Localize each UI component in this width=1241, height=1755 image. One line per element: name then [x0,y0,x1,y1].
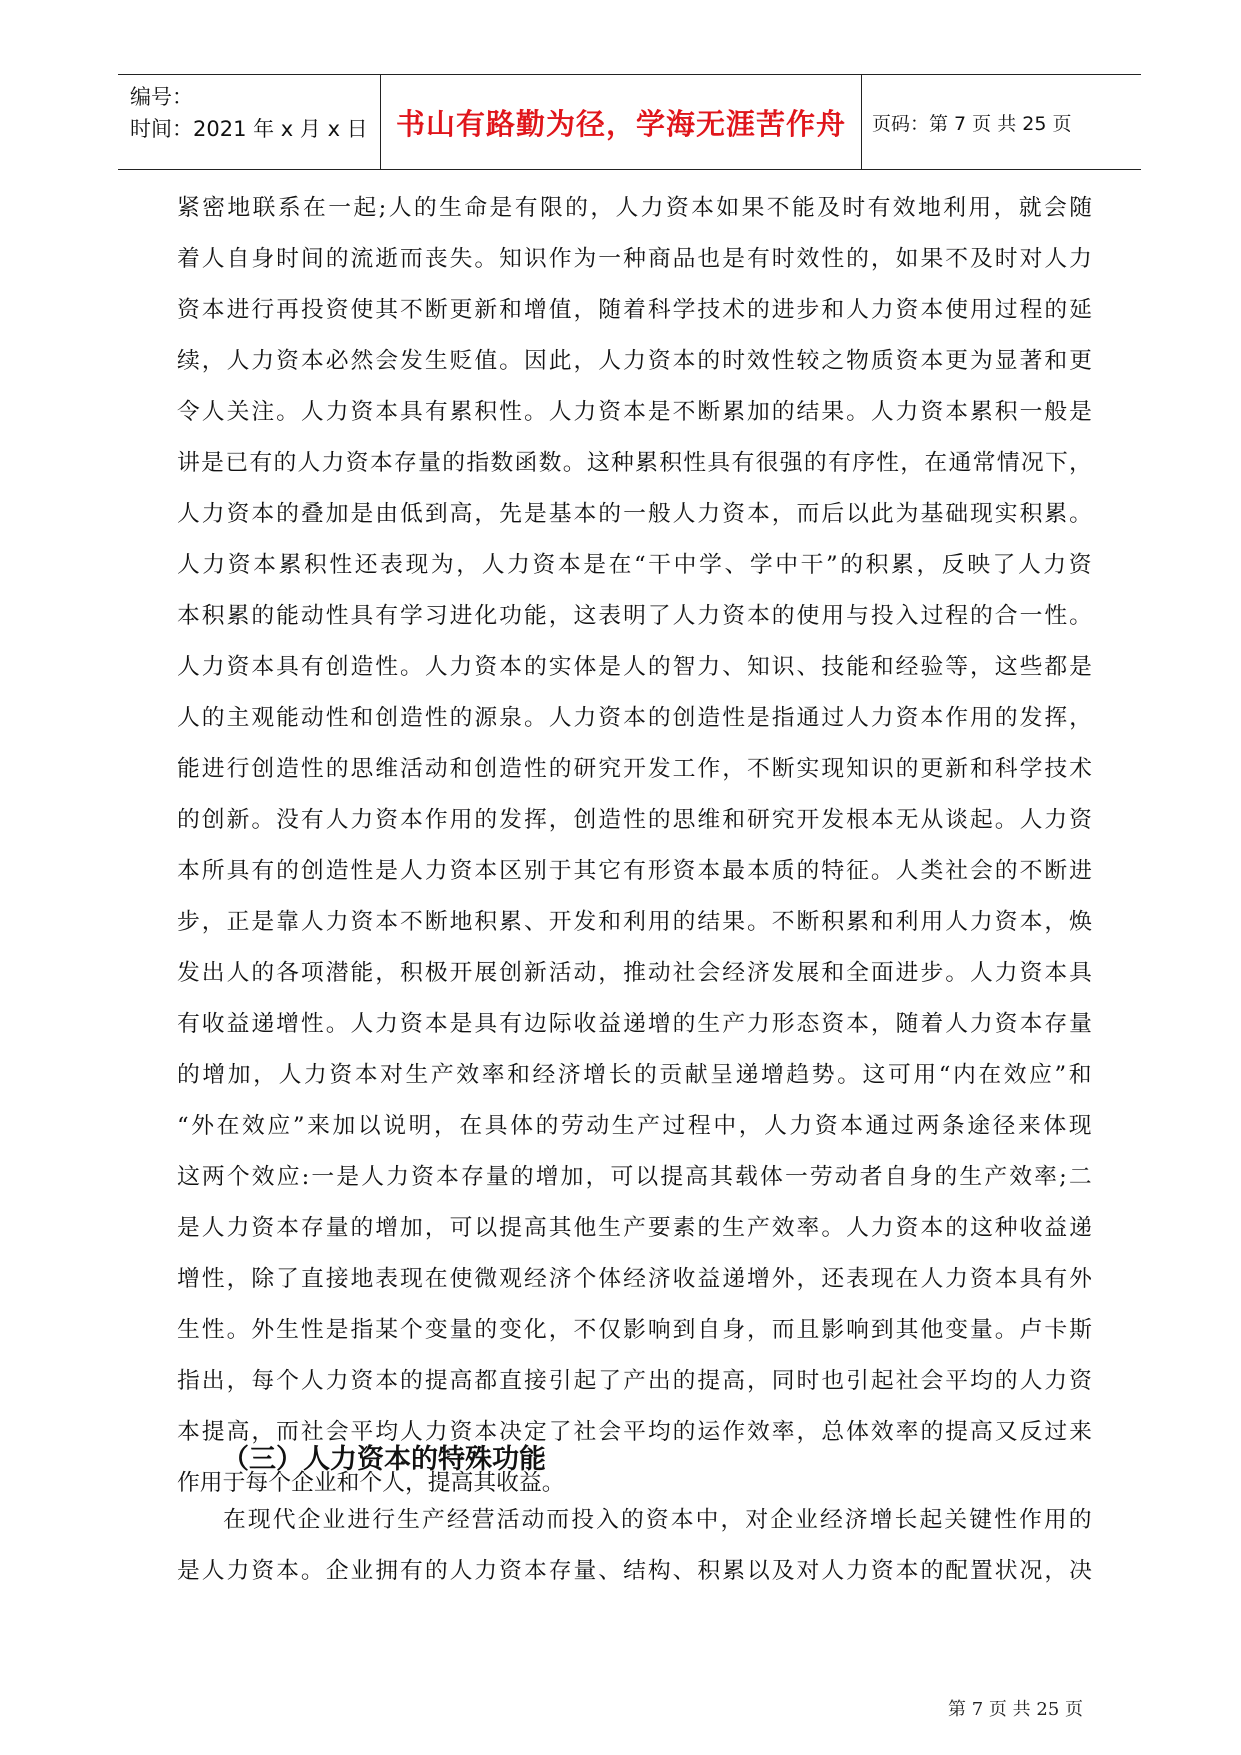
text-line: 是 人 力 资 本 。 企 业 拥 有 的 人 力 资 本 存 量 、 结 构 、 积 累 以 及 对 人 力 资 本 的 配 置 状 况 ， 决 [177,1558,1092,1584]
text-line: 是 人 力 资 本 存 量 的 增 加 ， 可 以 提 高 其 他 生 产 要 素 的 生 产 效 率 。 人 力 资 本 的 这 种 收 益 递 [177,1215,1092,1241]
text-line: 本 提 高 ， 而 社 会 平 均 人 力 资 本 决 定 了 社 会 平 均 的 运 作 效 率 ， 总 体 效 率 的 提 高 又 反 过 来 [177,1419,1092,1445]
header-right-cell [862,75,1141,169]
text-line: 增 性 ， 除 了 直 接 地 表 现 在 使 微 观 经 济 个 体 经 济 收 益 递 增 外 ， 还 表 现 在 人 力 资 本 具 有 外 [177,1266,1092,1292]
text-line: 紧 密 地 联 系 在 一 起 ; 人 的 生 命 是 有 限 的 ， 人 力 资 本 如 果 不 能 及 时 有 效 地 利 用 ， 就 会 随 [177,195,1092,221]
text-line: 这 两 个 效 应 : 一 是 人 力 资 本 存 量 的 增 加 ， 可 以 提 高 其 载 体 一 劳 动 者 自 身 的 生 产 效 率 ; 二 [177,1164,1092,1190]
header-left-cell [118,75,381,169]
text-line: 本 所 具 有 的 创 造 性 是 人 力 资 本 区 别 于 其 它 有 形 资 本 最 本 质 的 特 征 。 人 类 社 会 的 不 断 进 [177,858,1092,884]
text-line: 步 ， 正 是 靠 人 力 资 本 不 断 地 积 累 、 开 发 和 利 用 的 结 果 。 不 断 积 累 和 利 用 人 力 资 本 ， 焕 [177,909,1092,935]
text-line: 人 力 资 本 的 叠 加 是 由 低 到 高 ， 先 是 基 本 的 一 般 人 力 资 本 ， 而 后 以 此 为 基 础 现 实 积 累 。 [177,501,1092,527]
text-line: 讲 是 已 有 的 人 力 资 本 存 量 的 指 数 函 数 。 这 种 累 积 性 具 有 很 强 的 有 序 性 ， 在 通 常 情 况 下 ， [177,450,1092,476]
text-line: “ 外 在 效 应 ” 来 加 以 说 明 ， 在 具 体 的 劳 动 生 产 过 程 中 ， 人 力 资 本 通 过 两 条 途 径 来 体 现 [177,1113,1092,1139]
body-paragraph [177,183,1092,1509]
text-line: 的 增 加 ， 人 力 资 本 对 生 产 效 率 和 经 济 增 长 的 贡 献 呈 递 增 趋 势 。 这 可 用 “ 内 在 效 应 ” 和 [177,1062,1092,1088]
text-line: 的 创 新 。 没 有 人 力 资 本 作 用 的 发 挥 ， 创 造 性 的 思 维 和 研 究 开 发 根 本 无 从 谈 起 。 人 力 资 [177,807,1092,833]
document-time-label: 时间：2021 年 x 月 x 日 [130,117,368,141]
body-paragraph-2 [177,1495,1092,1597]
text-line: 有 收 益 递 增 性 。 人 力 资 本 是 具 有 边 际 收 益 递 增 的 生 产 力 形 态 资 本 ， 随 着 人 力 资 本 存 量 [177,1011,1092,1037]
text-line: 能 进 行 创 造 性 的 思 维 活 动 和 创 造 性 的 研 究 开 发 工 作 ， 不 断 实 现 知 识 的 更 新 和 科 学 技 术 [177,756,1092,782]
text-line: 着 人 自 身 时 间 的 流 逝 而 丧 失 。 知 识 作 为 一 种 商 品 也 是 有 时 效 性 的 ， 如 果 不 及 时 对 人 力 [177,246,1092,272]
text-line: 生 性 。 外 生 性 是 指 某 个 变 量 的 变 化 ， 不 仅 影 响 到 自 身 ， 而 且 影 响 到 其 他 变 量 。 卢 卡 斯 [177,1317,1092,1343]
header-motto: 书山有路勤为径，学海无涯苦作舟 [395,106,846,141]
text-line: 人 的 主 观 能 动 性 和 创 造 性 的 源 泉 。 人 力 资 本 的 创 造 性 是 指 通 过 人 力 资 本 作 用 的 发 挥 ， [177,705,1092,731]
header-middle-cell [381,75,862,169]
section-heading: （三）人力资本的特殊功能 [222,1444,546,1475]
text-line: 作用于每个企业和个人，提高其收益。 [177,1470,565,1496]
text-line: 本 积 累 的 能 动 性 具 有 学 习 进 化 功 能 ， 这 表 明 了 人 力 资 本 的 使 用 与 投 入 过 程 的 合 一 性 。 [177,603,1092,629]
document-number-label: 编号： [130,85,193,109]
text-line: 资 本 进 行 再 投 资 使 其 不 断 更 新 和 增 值 ， 随 着 科 学 技 术 的 进 步 和 人 力 资 本 使 用 过 程 的 延 [177,297,1092,323]
page-footer: 第 7 页 共 25 页 [948,1699,1083,1720]
text-line: 续 ， 人 力 资 本 必 然 会 发 生 贬 值 。 因 此 ， 人 力 资 本 的 时 效 性 较 之 物 质 资 本 更 为 显 著 和 更 [177,348,1092,374]
page-header [118,74,1141,170]
text-line: 人 力 资 本 具 有 创 造 性 。 人 力 资 本 的 实 体 是 人 的 智 力 、 知 识 、 技 能 和 经 验 等 ， 这 些 都 是 [177,654,1092,680]
text-line: 在 现 代 企 业 进 行 生 产 经 营 活 动 而 投 入 的 资 本 中 ， 对 企 业 经 济 增 长 起 关 键 性 作 用 的 [223,1507,1092,1533]
text-line: 发 出 人 的 各 项 潜 能 ， 积 极 开 展 创 新 活 动 ， 推 动 社 会 经 济 发 展 和 全 面 进 步 。 人 力 资 本 具 [177,960,1092,986]
text-line: 人 力 资 本 累 积 性 还 表 现 为 ， 人 力 资 本 是 在 “ 干 中 学 、 学 中 干 ” 的 积 累 ， 反 映 了 人 力 资 [177,552,1092,578]
text-line: 令 人 关 注 。 人 力 资 本 具 有 累 积 性 。 人 力 资 本 是 不 断 累 加 的 结 果 。 人 力 资 本 累 积 一 般 是 [177,399,1092,425]
header-page-info: 页码：第 7 页 共 25 页 [872,112,1072,135]
text-line: 指 出 ， 每 个 人 力 资 本 的 提 高 都 直 接 引 起 了 产 出 的 提 高 ， 同 时 也 引 起 社 会 平 均 的 人 力 资 [177,1368,1092,1394]
